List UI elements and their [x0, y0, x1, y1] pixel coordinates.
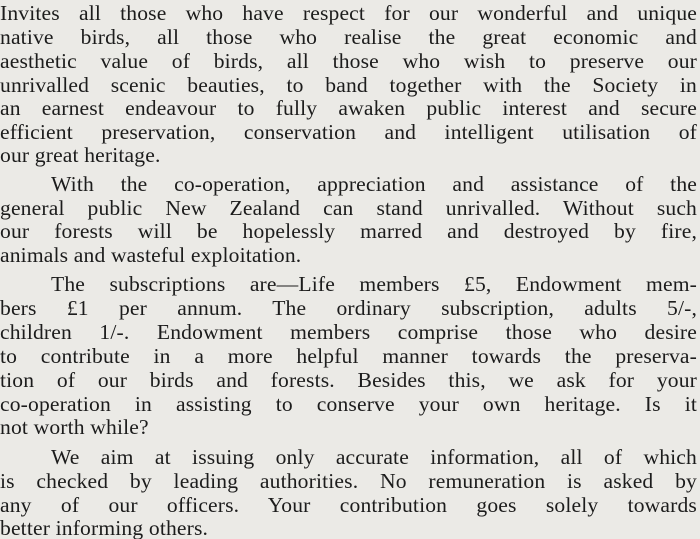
text-line: With the co-operation, appreciation and assistance of the [51, 172, 697, 196]
text-line: children 1/-. Endowment members comprise those who desire [0, 320, 697, 344]
text-line: native birds, all those who realise the great economic and [0, 25, 697, 49]
text-line: better informing others. [0, 516, 209, 539]
text-line: general public New Zealand can stand unrivalled. Without such [0, 196, 697, 220]
text-line: unrivalled scenic beauties, to band together with the Society in [0, 73, 697, 97]
text-line: Invites all those who have respect for our wonderful and unique [0, 1, 697, 25]
text-line: animals and wasteful exploitation. [0, 243, 302, 267]
text-line: aesthetic value of birds, all those who wish to preserve our [0, 49, 697, 73]
text-line: is checked by leading authorities. No remuneration is asked by [0, 469, 697, 493]
text-line: to contribute in a more helpful manner towards the preserva- [0, 344, 697, 368]
text-line: The subscriptions are—Life members £5, Endowment mem- [51, 272, 697, 296]
text-line: not worth while? [0, 415, 149, 439]
text-line: our great heritage. [0, 143, 161, 167]
text-line: tion of our birds and forests. Besides this, we ask for your [0, 368, 697, 392]
text-line: We aim at issuing only accurate information, all of which [51, 445, 697, 469]
text-line: efficient preservation, conservation and intelligent utilisation of [0, 120, 697, 144]
text-line: our forests will be hopelessly marred and destroyed by fire, [0, 219, 697, 243]
text-line: an earnest endeavour to fully awaken public interest and secure [0, 96, 697, 120]
text-line: any of our officers. Your contribution goes solely towards [0, 493, 697, 517]
text-line: co-operation in assisting to conserve your own heritage. Is it [0, 392, 697, 416]
text-line: bers £1 per annum. The ordinary subscription, adults 5/-, [0, 296, 697, 320]
